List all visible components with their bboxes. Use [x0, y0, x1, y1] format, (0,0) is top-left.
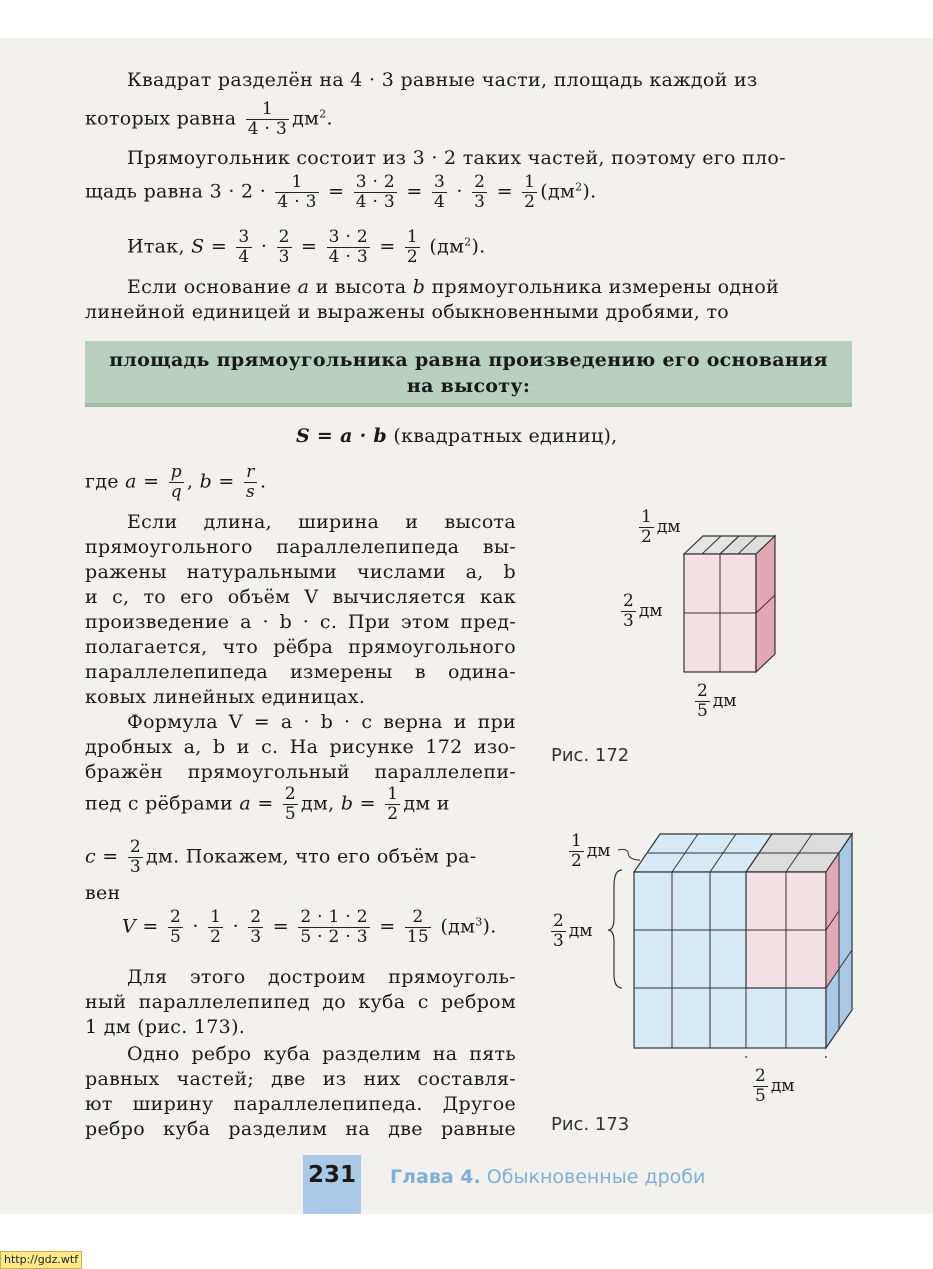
fraction: $\frac{p}{q}$	[170, 462, 182, 502]
para8-line: равных частей; две из них составля-	[85, 1068, 516, 1090]
para5-line: ражены натуральными числами a, b	[85, 561, 516, 583]
volume-formula: V = $\frac{2}{5}$ · $\frac{1}{2}$ · $\frac{2}{3}$ = $\frac{2 \cdot 1 \cdot 2}{5 \cdot 2 \cdot 3}$ = $\frac{2}{15}$ $(дм^3)$.	[122, 907, 497, 947]
figure-173-cube	[600, 826, 860, 1058]
fig173-bottom-dim: $\frac{2}{5}$ дм	[755, 1066, 795, 1106]
watermark-link[interactable]: http://gdz.wtf	[0, 1251, 82, 1269]
fraction: $\frac{1}{2}$	[406, 227, 419, 267]
para8-line: ребро куба разделим на две равные	[85, 1118, 516, 1140]
rule-text	[85, 347, 852, 399]
para5-line: параллелепипеда измерены в одина-	[85, 661, 516, 683]
figure-172-box	[680, 532, 780, 677]
para7-line: 1 дм (рис. 173).	[85, 1016, 246, 1038]
para6-line: дробных a, b и c. На рисунке 172 изо-	[85, 736, 516, 758]
fig172-bottom-dim: $\frac{2}{5}$ дм	[697, 681, 737, 721]
fraction: $\frac{2}{3}$	[623, 591, 634, 631]
fraction: $\frac{2}{3}$	[278, 227, 290, 267]
para2-line1: Прямоугольник состоит из 3 · 2 таких частей, поэтому его пло-	[127, 147, 786, 169]
fraction: $\frac{2}{3}$	[474, 172, 486, 212]
fig173-side-dim: $\frac{2}{3}$ дм	[553, 911, 593, 951]
para6-c-line: c = $\frac{2}{3}$ дм. Покажем, что его объём ра-	[85, 837, 477, 877]
fraction: $\frac{1}{2}$	[387, 784, 399, 824]
fraction: $\frac{2 \cdot 1 \cdot 2}{5 \cdot 2 \cdot 3}$	[300, 907, 368, 947]
fraction: $\frac{2}{3}$	[250, 907, 262, 947]
chapter-title: Глава 4. Обыкновенные дроби	[390, 1166, 706, 1188]
fraction: $\frac{r}{s}$	[245, 462, 256, 502]
fraction: $\frac{2}{5}$	[284, 784, 297, 824]
fig173-top-dim: $\frac{1}{2}$ дм	[571, 831, 611, 871]
para4-line2: линейной единицей и выражены обыкновенными дробями, то	[85, 301, 730, 323]
para7-line: Для этого достроим прямоуголь-	[127, 966, 516, 988]
para7-line: ный параллелепипед до куба с ребром	[85, 991, 516, 1013]
para6-edges-line: пед с рёбрами a = $\frac{2}{5}$ дм, b = $\frac{1}{2}$ дм и	[85, 784, 450, 824]
fraction: $\frac{3}{4}$	[238, 227, 250, 267]
para5-line: произведение a · b · c. При этом пред-	[85, 611, 516, 633]
fraction: $\frac{2}{3}$	[129, 837, 141, 877]
fraction: $\frac{2}{5}$	[755, 1066, 766, 1106]
para4-line1: Если основание a и высота b прямоугольника измерены одной	[127, 276, 780, 298]
para6-c-line2: вен	[85, 882, 121, 904]
para6-line: бражён прямоугольный параллелепи-	[85, 761, 516, 783]
fraction: $\frac{3}{4}$	[433, 172, 446, 212]
fig172-side-dim: $\frac{2}{3}$ дм	[623, 591, 663, 631]
para3-line: Итак, S = $\frac{3}{4}$ · $\frac{2}{3}$ = $\frac{3 \cdot 2}{4 \cdot 3}$ = $\frac{1}{2}$ $(дм^2)$.	[127, 227, 486, 267]
para8-line: ют ширину параллелепипеда. Другое	[85, 1093, 516, 1115]
fraction: $\frac{1}{2}$	[641, 507, 652, 547]
fraction: $\frac{1}{2}$	[210, 907, 222, 947]
fraction: $\frac{3 \cdot 2}{4 \cdot 3}$	[355, 172, 396, 212]
fraction: $\frac{2}{15}$	[406, 907, 430, 947]
para8-line: Одно ребро куба разделим на пять	[127, 1043, 516, 1065]
para6-line: Формула V = a · b · c верна и при	[127, 711, 516, 733]
fraction: $\frac{3 \cdot 2}{4 \cdot 3}$	[328, 227, 368, 267]
para2-line2: щадь равна 3 · 2 · $\frac{1}{4 \cdot 3}$ = $\frac{3 \cdot 2}{4 \cdot 3}$ = $\frac{3}{4}$ · $\frac{2}{3}$ = $\frac{1}{2}$ $(дм^2)$.	[85, 172, 597, 212]
para1-line2-prefix: которых равна	[85, 107, 237, 130]
fraction: $\frac{2}{5}$	[697, 681, 708, 721]
para5-line: ковых линейных единицах.	[85, 686, 366, 708]
where-line: где a = $\frac{p}{q}$ , b = $\frac{r}{s}$ .	[85, 462, 267, 502]
fig172-top-dim: $\frac{1}{2}$ дм	[641, 507, 681, 547]
fraction: $\frac{1}{4 \cdot 3}$	[247, 99, 288, 139]
fraction: $\frac{1}{2}$	[571, 831, 582, 871]
area-formula: S = a · b (квадратных единиц),	[296, 425, 618, 447]
fraction: $\frac{2}{3}$	[553, 911, 564, 951]
para1-line1: Квадрат разделён на 4 · 3 равные части, площадь каждой из	[127, 69, 758, 91]
para5-line: полагается, что рёбра прямоугольного	[85, 636, 516, 658]
para5-line: прямоугольного параллелепипеда вы-	[85, 536, 516, 558]
para5-line: и c, то его объём V вычисляется как	[85, 586, 516, 608]
fig173-caption: Рис. 173	[551, 1114, 630, 1135]
fraction: $\frac{1}{2}$	[524, 172, 536, 212]
fraction: $\frac{1}{4 \cdot 3}$	[277, 172, 317, 212]
para5-line: Если длина, ширина и высота	[127, 511, 516, 533]
rule-line1: площадь прямоугольника равна произведению его основания	[109, 349, 828, 371]
page-number: 231	[303, 1155, 361, 1214]
rule-line2: на высоту:	[406, 375, 531, 397]
para1-line2: которых равна $\frac{1}{4 \cdot 3}$ $дм^2$.	[85, 99, 333, 139]
fraction: $\frac{2}{5}$	[169, 907, 182, 947]
fig172-caption: Рис. 172	[551, 745, 630, 766]
